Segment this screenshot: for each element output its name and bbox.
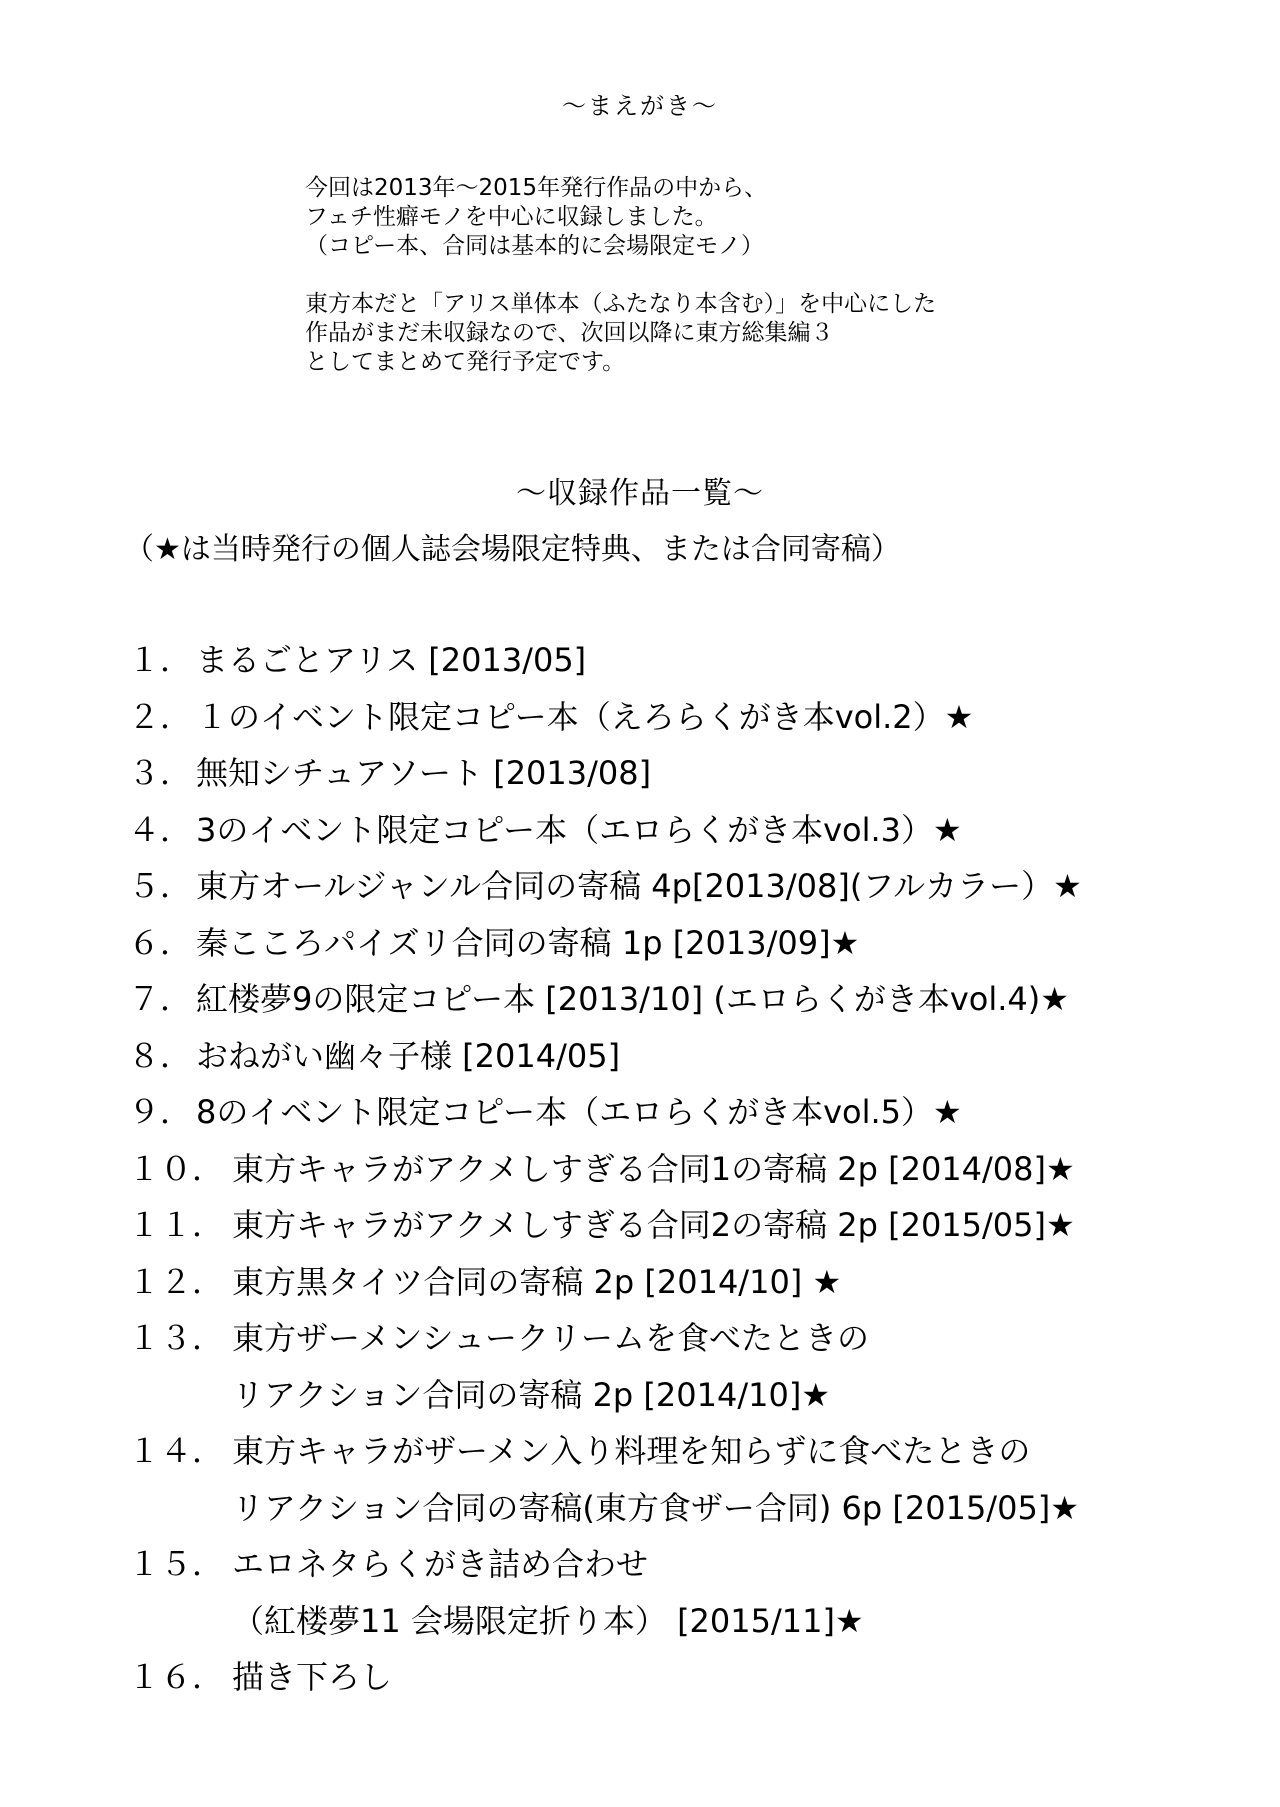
list-item xyxy=(128,745,1248,802)
item-line: 8のイベント限定コピー本（エロらくがき本vol.5）★ xyxy=(196,1093,962,1131)
item-line: 紅楼夢9の限定コピー本 [2013/10] (エロらくがき本vol.4)★ xyxy=(196,980,1069,1018)
item-number: ５． xyxy=(128,867,193,905)
list-item xyxy=(128,1197,1248,1254)
list-item xyxy=(128,1254,1248,1311)
item-text xyxy=(196,1084,962,1141)
list-item xyxy=(128,1310,1248,1423)
maegaki-title: ～まえがき～ xyxy=(562,92,718,120)
paragraph-gap xyxy=(305,261,1065,290)
list-item xyxy=(128,1536,1248,1649)
item-line: リアクション合同の寄稿(東方食ザー合同) 6p [2015/05]★ xyxy=(232,1488,1079,1527)
list-item xyxy=(128,915,1248,972)
item-number: ２． xyxy=(128,697,193,736)
item-line: 東方キャラがアクメしすぎる合同1の寄稿 2p [2014/08]★ xyxy=(232,1149,1075,1188)
list-item xyxy=(128,1423,1248,1536)
item-line: 3のイベント限定コピー本（エロらくがき本vol.3）★ xyxy=(196,810,962,849)
list-item xyxy=(128,1141,1248,1198)
item-number: １３． xyxy=(128,1319,225,1357)
item-number: １． xyxy=(128,641,193,679)
item-number: ６． xyxy=(128,923,193,962)
item-line: まるごとアリス [2013/05] xyxy=(196,641,587,679)
item-text xyxy=(196,802,962,859)
item-line: 東方オールジャンル合同の寄稿 4p[2013/08](フルカラー）★ xyxy=(196,867,1082,905)
item-line: １のイベント限定コピー本（えろらくがき本vol.2）★ xyxy=(196,697,974,736)
maegaki-line: としてまとめて発行予定です。 xyxy=(305,349,626,375)
item-line: 東方キャラがアクメしすぎる合同2の寄稿 2p [2015/05]★ xyxy=(232,1206,1075,1244)
item-text xyxy=(232,1310,869,1423)
item-line: （紅楼夢11 会場限定折り本） [2015/11]★ xyxy=(232,1601,864,1640)
item-line: 無知シチュアソート [2013/08] xyxy=(196,754,652,792)
item-text xyxy=(196,915,859,972)
list-item xyxy=(128,1649,1248,1706)
item-number: ９． xyxy=(128,1093,193,1131)
item-number: １２． xyxy=(128,1262,225,1301)
item-line: 東方キャラがザーメン入り料理を知らずに食べたときの xyxy=(232,1432,1031,1470)
item-text xyxy=(196,689,973,746)
maegaki-line: フェチ性癖モノを中心に収録しました。 xyxy=(305,204,718,230)
list-item xyxy=(128,802,1248,859)
item-text xyxy=(232,1536,864,1649)
item-number: １６． xyxy=(128,1658,225,1696)
maegaki-line: 作品がまだ未収録なので、次回以降に東方総集編３ xyxy=(305,320,834,346)
item-line: リアクション合同の寄稿 2p [2014/10]★ xyxy=(232,1375,831,1414)
item-number: ４． xyxy=(128,810,193,849)
list-item xyxy=(128,689,1248,746)
maegaki-line: 東方本だと「アリス単体本（ふたなり本含む）」を中心にした xyxy=(305,291,937,317)
item-line: 秦こころパイズリ合同の寄稿 1p [2013/09]★ xyxy=(196,923,860,962)
item-text xyxy=(196,632,586,689)
list-item xyxy=(128,858,1248,915)
contents-note: （★は当時発行の個人誌会場限定特典、または合同寄稿） xyxy=(124,532,901,567)
item-line: エロネタらくがき詰め合わせ xyxy=(232,1545,649,1583)
contents-title: ～収録作品一覧～ xyxy=(516,476,764,511)
item-line: 東方ザーメンシュークリームを食べたときの xyxy=(232,1319,869,1357)
maegaki-body xyxy=(305,174,1065,377)
list-item xyxy=(128,632,1248,689)
item-text xyxy=(232,1141,1075,1198)
item-number: ７． xyxy=(128,980,193,1018)
item-text xyxy=(232,1197,1075,1254)
item-line: おねがい幽々子様 [2014/05] xyxy=(196,1036,621,1075)
item-line: 描き下ろし xyxy=(232,1658,393,1696)
item-text xyxy=(196,1028,620,1085)
item-text xyxy=(196,858,1082,915)
item-number: １０． xyxy=(128,1149,225,1188)
maegaki-line: 今回は2013年～2015年発行作品の中から、 xyxy=(305,175,768,201)
list-item xyxy=(128,971,1248,1028)
item-number: １４． xyxy=(128,1432,225,1470)
works-list xyxy=(128,632,1248,1706)
item-number: １５． xyxy=(128,1545,225,1583)
item-number: ３． xyxy=(128,754,193,792)
maegaki-line: （コピー本、合同は基本的に会場限定モノ） xyxy=(305,233,764,259)
item-text xyxy=(232,1254,841,1311)
item-number: １１． xyxy=(128,1206,225,1244)
item-line: 東方黒タイツ合同の寄稿 2p [2014/10] ★ xyxy=(232,1262,842,1301)
item-text xyxy=(196,971,1069,1028)
item-number: ８． xyxy=(128,1036,193,1075)
item-text xyxy=(232,1423,1079,1536)
list-item xyxy=(128,1084,1248,1141)
list-item xyxy=(128,1028,1248,1085)
item-text xyxy=(196,745,651,802)
item-text xyxy=(232,1649,392,1706)
